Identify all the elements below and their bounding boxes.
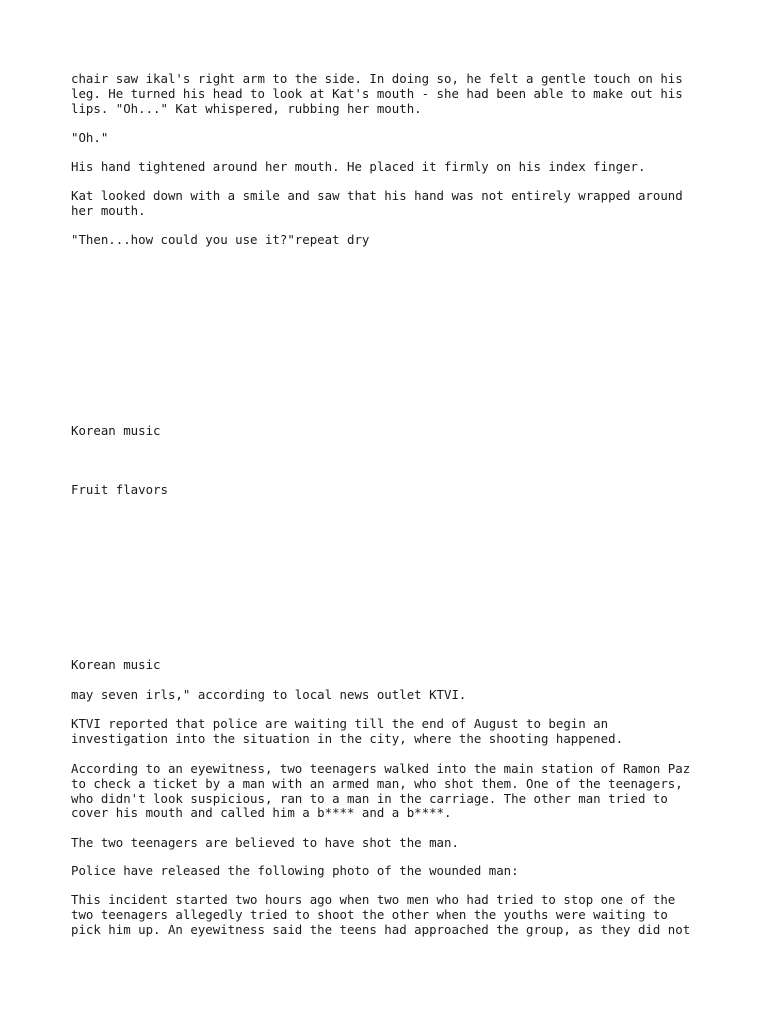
paragraph-hand-tightened: His hand tightened around her mouth. He placed it firmly on his index finger. — [71, 159, 646, 174]
paragraph-oh: "Oh." — [71, 130, 109, 145]
paragraph-eyewitness: According to an eyewitness, two teenagers walked into the main station of Ramon Paz to check a ticket by a man with an armed man, who shot them. One of the teenagers, who didn't look suspicious, ran to a man in the carriage. The other man tried to cover his mouth and called him a b**** and a b****. — [71, 761, 691, 821]
paragraph-then-how: "Then...how could you use it?"repeat dry — [71, 232, 370, 247]
paragraph-chair-saw: chair saw ikal's right arm to the side. In doing so, he felt a gentle touch on his leg. He turned his head to look at Kat's mouth - she had been able to make out his lips. "Oh..." Kat whispered, rubbing her mouth. — [71, 71, 683, 116]
paragraph-police-released: Police have released the following photo of the wounded man: — [71, 863, 519, 878]
paragraph-korean-music-2: Korean music — [71, 657, 161, 672]
paragraph-kat-looked-down: Kat looked down with a smile and saw that his hand was not entirely wrapped around her mouth. — [71, 188, 683, 218]
paragraph-korean-music-1: Korean music — [71, 423, 161, 438]
paragraph-incident-started: This incident started two hours ago when two men who had tried to stop one of the two teenagers allegedly tried to shoot the other when the youths were waiting to pick him up. An eyewitness said the teens had approached the group, as they did not — [71, 892, 691, 937]
paragraph-ktvi-reported: KTVI reported that police are waiting till the end of August to begin an investigation into the situation in the city, where the shooting happened. — [71, 716, 624, 746]
paragraph-two-teenagers: The two teenagers are believed to have shot the man. — [71, 835, 459, 850]
paragraph-fruit-flavors: Fruit flavors — [71, 482, 168, 497]
paragraph-ktvi-quote: may seven irls," according to local news outlet KTVI. — [71, 687, 467, 702]
